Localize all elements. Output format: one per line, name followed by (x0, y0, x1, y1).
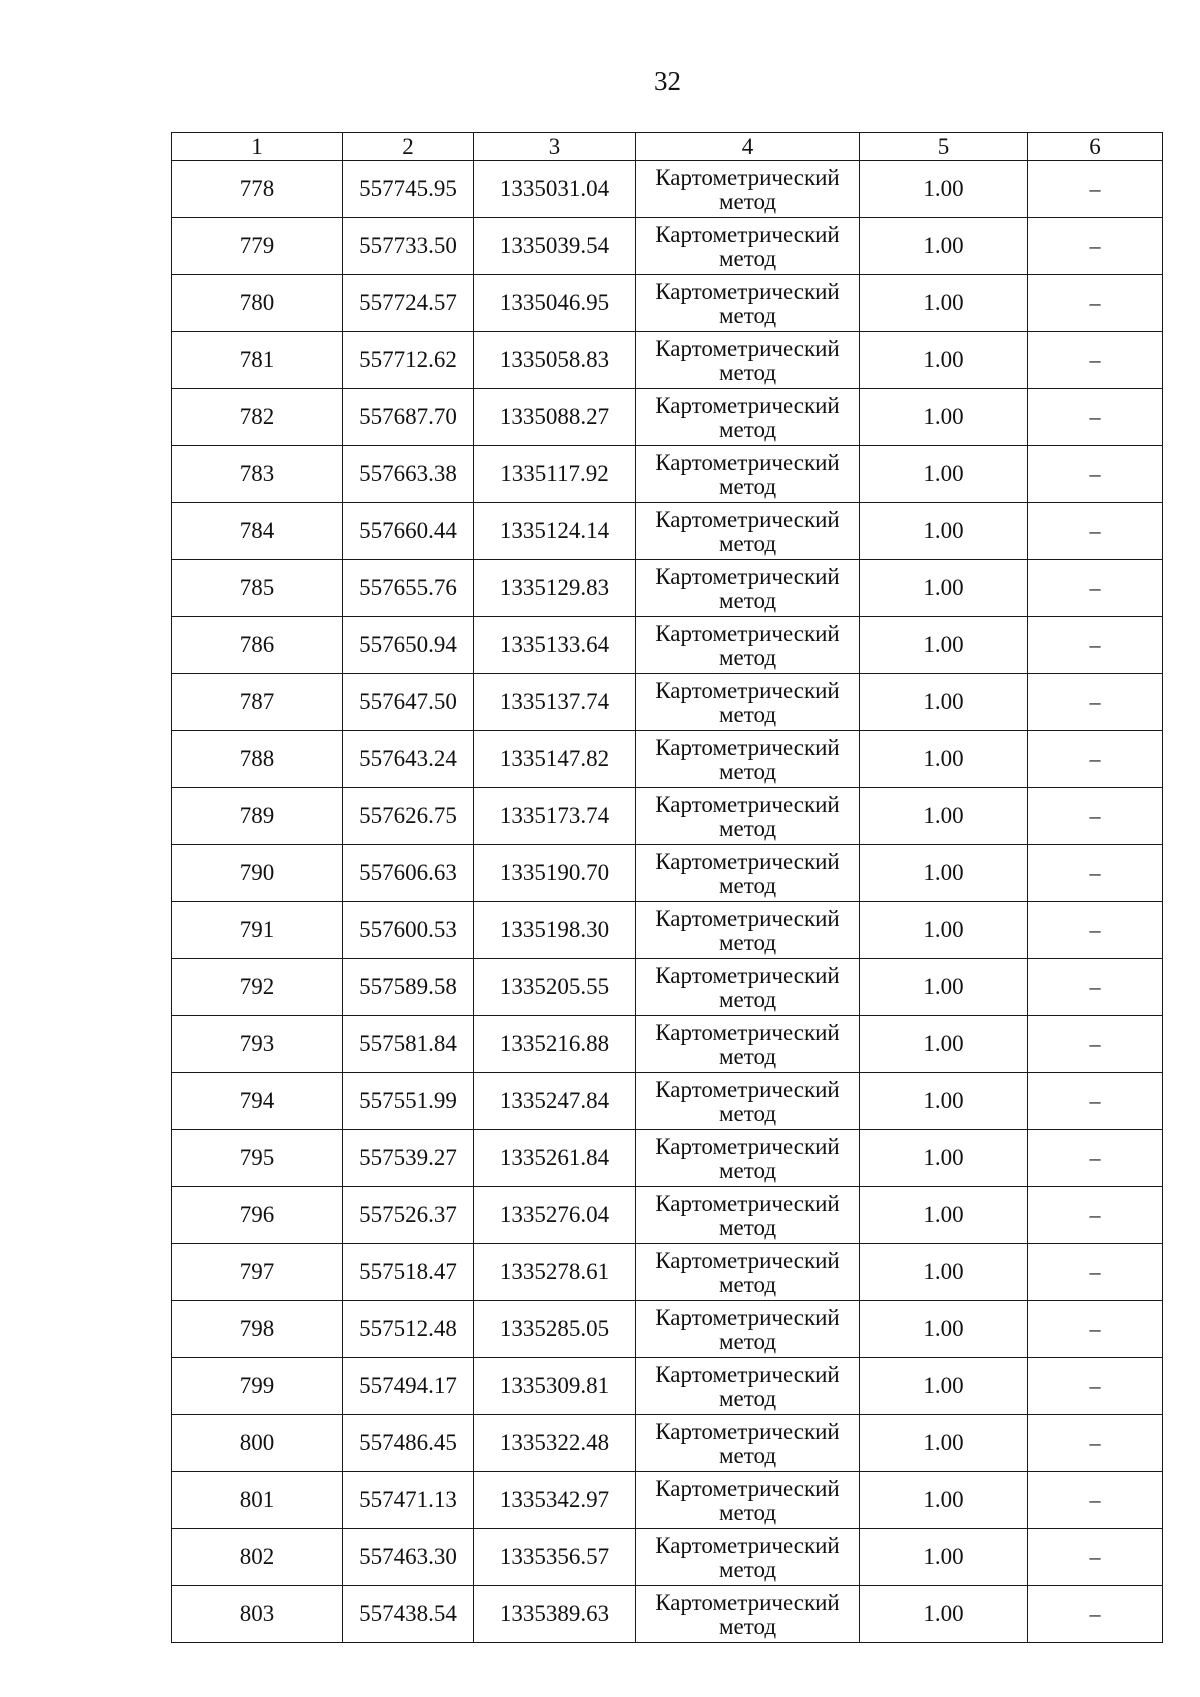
method-line-2: метод (718, 1044, 777, 1069)
point-number-cell: 785 (172, 560, 343, 617)
note-cell: – (1028, 1415, 1163, 1472)
point-number-cell: 796 (172, 1187, 343, 1244)
method-cell (636, 902, 860, 959)
table-row (172, 1472, 1163, 1529)
column-header-4: 4 (636, 133, 860, 161)
accuracy-cell: 1.00 (860, 503, 1028, 560)
point-number-cell: 792 (172, 959, 343, 1016)
column-header-2: 2 (343, 133, 474, 161)
method-line-1: Картометрический (655, 564, 840, 589)
note-cell: – (1028, 902, 1163, 959)
method-line-2: метод (718, 816, 777, 841)
note-cell: – (1028, 959, 1163, 1016)
y-coordinate-cell: 1335190.70 (474, 845, 636, 902)
x-coordinate-cell: 557494.17 (343, 1358, 474, 1415)
note-cell: – (1028, 1187, 1163, 1244)
note-cell: – (1028, 1472, 1163, 1529)
method-cell (636, 275, 860, 332)
accuracy-cell: 1.00 (860, 1529, 1028, 1586)
table-row (172, 1073, 1163, 1130)
x-coordinate-cell: 557712.62 (343, 332, 474, 389)
method-line-2: метод (718, 1329, 777, 1354)
method-cell (636, 1244, 860, 1301)
point-number-cell: 789 (172, 788, 343, 845)
method-line-1: Картометрический (655, 279, 840, 304)
method-cell (636, 218, 860, 275)
x-coordinate-cell: 557606.63 (343, 845, 474, 902)
y-coordinate-cell: 1335046.95 (474, 275, 636, 332)
table-row (172, 503, 1163, 560)
note-cell: – (1028, 161, 1163, 218)
x-coordinate-cell: 557518.47 (343, 1244, 474, 1301)
table-row (172, 1529, 1163, 1586)
point-number-cell: 801 (172, 1472, 343, 1529)
x-coordinate-cell: 557600.53 (343, 902, 474, 959)
accuracy-cell: 1.00 (860, 1187, 1028, 1244)
y-coordinate-cell: 1335173.74 (474, 788, 636, 845)
x-coordinate-cell: 557733.50 (343, 218, 474, 275)
point-number-cell: 781 (172, 332, 343, 389)
table-row (172, 1301, 1163, 1358)
method-cell (636, 788, 860, 845)
x-coordinate-cell: 557551.99 (343, 1073, 474, 1130)
x-coordinate-cell: 557486.45 (343, 1415, 474, 1472)
table-row (172, 446, 1163, 503)
method-cell (636, 1586, 860, 1643)
note-cell: – (1028, 446, 1163, 503)
y-coordinate-cell: 1335137.74 (474, 674, 636, 731)
note-cell: – (1028, 731, 1163, 788)
note-cell: – (1028, 275, 1163, 332)
x-coordinate-cell: 557581.84 (343, 1016, 474, 1073)
method-cell (636, 1187, 860, 1244)
table-row (172, 674, 1163, 731)
method-line-2: метод (718, 246, 777, 271)
y-coordinate-cell: 1335147.82 (474, 731, 636, 788)
method-cell (636, 1529, 860, 1586)
y-coordinate-cell: 1335133.64 (474, 617, 636, 674)
note-cell: – (1028, 1016, 1163, 1073)
note-cell: – (1028, 389, 1163, 446)
method-line-1: Картометрический (655, 1305, 840, 1330)
method-line-1: Картометрический (655, 1362, 840, 1387)
method-line-1: Картометрический (655, 1134, 840, 1159)
note-cell: – (1028, 1358, 1163, 1415)
accuracy-cell: 1.00 (860, 617, 1028, 674)
y-coordinate-cell: 1335309.81 (474, 1358, 636, 1415)
table-row (172, 1415, 1163, 1472)
method-line-2: метод (718, 417, 777, 442)
table-row (172, 560, 1163, 617)
note-cell: – (1028, 1301, 1163, 1358)
method-line-1: Картометрический (655, 1191, 840, 1216)
accuracy-cell: 1.00 (860, 332, 1028, 389)
method-line-1: Картометрический (655, 165, 840, 190)
method-line-2: метод (718, 1614, 777, 1639)
method-cell (636, 731, 860, 788)
table-row (172, 332, 1163, 389)
method-line-2: метод (718, 1443, 777, 1468)
table-row (172, 1130, 1163, 1187)
accuracy-cell: 1.00 (860, 1244, 1028, 1301)
accuracy-cell: 1.00 (860, 446, 1028, 503)
method-cell (636, 389, 860, 446)
method-cell (636, 1301, 860, 1358)
y-coordinate-cell: 1335205.55 (474, 959, 636, 1016)
accuracy-cell: 1.00 (860, 788, 1028, 845)
point-number-cell: 780 (172, 275, 343, 332)
method-line-2: метод (718, 189, 777, 214)
table-header-row (172, 133, 1163, 161)
x-coordinate-cell: 557471.13 (343, 1472, 474, 1529)
x-coordinate-cell: 557512.48 (343, 1301, 474, 1358)
point-number-cell: 787 (172, 674, 343, 731)
method-line-1: Картометрический (655, 1476, 840, 1501)
y-coordinate-cell: 1335285.05 (474, 1301, 636, 1358)
accuracy-cell: 1.00 (860, 902, 1028, 959)
accuracy-cell: 1.00 (860, 731, 1028, 788)
method-line-1: Картометрический (655, 849, 840, 874)
table-row (172, 1016, 1163, 1073)
method-line-2: метод (718, 1158, 777, 1183)
method-cell (636, 1073, 860, 1130)
page-number: 32 (654, 66, 681, 96)
note-cell: – (1028, 218, 1163, 275)
method-cell (636, 1358, 860, 1415)
method-line-1: Картометрический (655, 735, 840, 760)
method-line-2: метод (718, 930, 777, 955)
x-coordinate-cell: 557643.24 (343, 731, 474, 788)
x-coordinate-cell: 557745.95 (343, 161, 474, 218)
x-coordinate-cell: 557650.94 (343, 617, 474, 674)
note-cell: – (1028, 1130, 1163, 1187)
method-cell (636, 332, 860, 389)
note-cell: – (1028, 1244, 1163, 1301)
method-line-2: метод (718, 303, 777, 328)
table-row (172, 1358, 1163, 1415)
method-cell (636, 1130, 860, 1187)
method-line-2: метод (718, 1500, 777, 1525)
point-number-cell: 782 (172, 389, 343, 446)
point-number-cell: 788 (172, 731, 343, 788)
accuracy-cell: 1.00 (860, 1586, 1028, 1643)
accuracy-cell: 1.00 (860, 1415, 1028, 1472)
note-cell: – (1028, 674, 1163, 731)
accuracy-cell: 1.00 (860, 1358, 1028, 1415)
y-coordinate-cell: 1335088.27 (474, 389, 636, 446)
accuracy-cell: 1.00 (860, 959, 1028, 1016)
x-coordinate-cell: 557724.57 (343, 275, 474, 332)
method-line-1: Картометрический (655, 963, 840, 988)
y-coordinate-cell: 1335276.04 (474, 1187, 636, 1244)
method-line-1: Картометрический (655, 393, 840, 418)
method-line-2: метод (718, 1215, 777, 1240)
method-line-2: метод (718, 873, 777, 898)
method-line-1: Картометрический (655, 450, 840, 475)
method-line-2: метод (718, 588, 777, 613)
method-cell (636, 446, 860, 503)
note-cell: – (1028, 503, 1163, 560)
x-coordinate-cell: 557687.70 (343, 389, 474, 446)
x-coordinate-cell: 557589.58 (343, 959, 474, 1016)
method-cell (636, 161, 860, 218)
table-row (172, 902, 1163, 959)
table-row (172, 1586, 1163, 1643)
point-number-cell: 779 (172, 218, 343, 275)
method-cell (636, 674, 860, 731)
column-header-6: 6 (1028, 133, 1163, 161)
method-line-1: Картометрический (655, 906, 840, 931)
table-row (172, 617, 1163, 674)
table-row (172, 845, 1163, 902)
y-coordinate-cell: 1335342.97 (474, 1472, 636, 1529)
column-header-5: 5 (860, 133, 1028, 161)
point-number-cell: 778 (172, 161, 343, 218)
accuracy-cell: 1.00 (860, 1130, 1028, 1187)
coordinates-table (171, 132, 1163, 1643)
note-cell: – (1028, 332, 1163, 389)
point-number-cell: 800 (172, 1415, 343, 1472)
y-coordinate-cell: 1335198.30 (474, 902, 636, 959)
y-coordinate-cell: 1335389.63 (474, 1586, 636, 1643)
method-cell (636, 560, 860, 617)
x-coordinate-cell: 557660.44 (343, 503, 474, 560)
table-row (172, 1244, 1163, 1301)
method-line-2: метод (718, 474, 777, 499)
method-line-2: метод (718, 531, 777, 556)
method-line-1: Картометрический (655, 621, 840, 646)
method-line-2: метод (718, 987, 777, 1012)
accuracy-cell: 1.00 (860, 1472, 1028, 1529)
point-number-cell: 799 (172, 1358, 343, 1415)
accuracy-cell: 1.00 (860, 161, 1028, 218)
method-line-1: Картометрический (655, 792, 840, 817)
column-header-3: 3 (474, 133, 636, 161)
note-cell: – (1028, 1073, 1163, 1130)
point-number-cell: 798 (172, 1301, 343, 1358)
method-line-2: метод (718, 759, 777, 784)
method-line-1: Картометрический (655, 1419, 840, 1444)
y-coordinate-cell: 1335129.83 (474, 560, 636, 617)
method-cell (636, 1472, 860, 1529)
point-number-cell: 802 (172, 1529, 343, 1586)
note-cell: – (1028, 1529, 1163, 1586)
x-coordinate-cell: 557526.37 (343, 1187, 474, 1244)
accuracy-cell: 1.00 (860, 275, 1028, 332)
accuracy-cell: 1.00 (860, 1016, 1028, 1073)
accuracy-cell: 1.00 (860, 845, 1028, 902)
method-cell (636, 1415, 860, 1472)
method-line-1: Картометрический (655, 1077, 840, 1102)
method-line-1: Картометрический (655, 336, 840, 361)
y-coordinate-cell: 1335117.92 (474, 446, 636, 503)
point-number-cell: 793 (172, 1016, 343, 1073)
method-line-2: метод (718, 360, 777, 385)
accuracy-cell: 1.00 (860, 674, 1028, 731)
y-coordinate-cell: 1335278.61 (474, 1244, 636, 1301)
y-coordinate-cell: 1335322.48 (474, 1415, 636, 1472)
y-coordinate-cell: 1335058.83 (474, 332, 636, 389)
point-number-cell: 786 (172, 617, 343, 674)
y-coordinate-cell: 1335039.54 (474, 218, 636, 275)
method-line-1: Картометрический (655, 222, 840, 247)
accuracy-cell: 1.00 (860, 389, 1028, 446)
x-coordinate-cell: 557463.30 (343, 1529, 474, 1586)
point-number-cell: 784 (172, 503, 343, 560)
method-line-2: метод (718, 702, 777, 727)
accuracy-cell: 1.00 (860, 560, 1028, 617)
method-cell (636, 959, 860, 1016)
y-coordinate-cell: 1335216.88 (474, 1016, 636, 1073)
point-number-cell: 790 (172, 845, 343, 902)
point-number-cell: 794 (172, 1073, 343, 1130)
note-cell: – (1028, 617, 1163, 674)
table-row (172, 1187, 1163, 1244)
point-number-cell: 783 (172, 446, 343, 503)
x-coordinate-cell: 557647.50 (343, 674, 474, 731)
method-cell (636, 845, 860, 902)
table-row (172, 389, 1163, 446)
y-coordinate-cell: 1335247.84 (474, 1073, 636, 1130)
table-row (172, 959, 1163, 1016)
table-row (172, 218, 1163, 275)
method-cell (636, 617, 860, 674)
y-coordinate-cell: 1335261.84 (474, 1130, 636, 1187)
method-line-1: Картометрический (655, 507, 840, 532)
y-coordinate-cell: 1335031.04 (474, 161, 636, 218)
x-coordinate-cell: 557663.38 (343, 446, 474, 503)
table-body (172, 161, 1163, 1643)
point-number-cell: 803 (172, 1586, 343, 1643)
method-line-1: Картометрический (655, 678, 840, 703)
note-cell: – (1028, 788, 1163, 845)
method-line-2: метод (718, 1272, 777, 1297)
method-line-2: метод (718, 645, 777, 670)
x-coordinate-cell: 557626.75 (343, 788, 474, 845)
method-line-1: Картометрический (655, 1590, 840, 1615)
point-number-cell: 795 (172, 1130, 343, 1187)
method-line-2: метод (718, 1101, 777, 1126)
x-coordinate-cell: 557655.76 (343, 560, 474, 617)
point-number-cell: 797 (172, 1244, 343, 1301)
method-cell (636, 503, 860, 560)
method-line-2: метод (718, 1557, 777, 1582)
method-cell (636, 1016, 860, 1073)
column-header-1: 1 (172, 133, 343, 161)
y-coordinate-cell: 1335356.57 (474, 1529, 636, 1586)
note-cell: – (1028, 845, 1163, 902)
method-line-2: метод (718, 1386, 777, 1411)
note-cell: – (1028, 1586, 1163, 1643)
method-line-1: Картометрический (655, 1533, 840, 1558)
method-line-1: Картометрический (655, 1020, 840, 1045)
note-cell: – (1028, 560, 1163, 617)
table-row (172, 731, 1163, 788)
accuracy-cell: 1.00 (860, 1301, 1028, 1358)
accuracy-cell: 1.00 (860, 1073, 1028, 1130)
table-row (172, 275, 1163, 332)
table-row (172, 161, 1163, 218)
accuracy-cell: 1.00 (860, 218, 1028, 275)
x-coordinate-cell: 557539.27 (343, 1130, 474, 1187)
table-row (172, 788, 1163, 845)
x-coordinate-cell: 557438.54 (343, 1586, 474, 1643)
point-number-cell: 791 (172, 902, 343, 959)
y-coordinate-cell: 1335124.14 (474, 503, 636, 560)
method-line-1: Картометрический (655, 1248, 840, 1273)
